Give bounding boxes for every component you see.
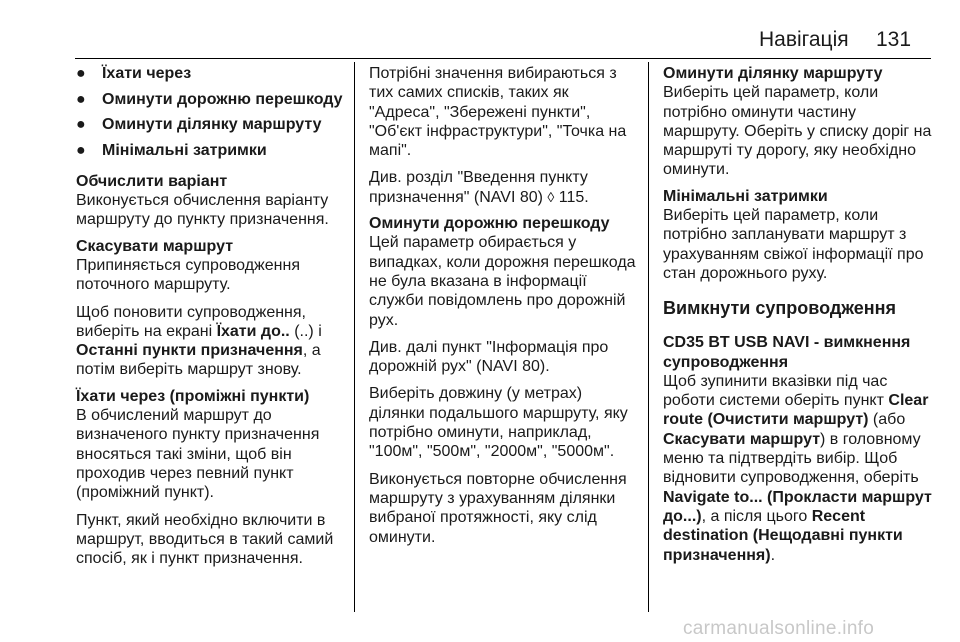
paragraph: Див. розділ "Введення пункту призначення" (NAVI 80) ◊ 115. bbox=[369, 169, 589, 206]
watermark: carmanualsonline.info bbox=[683, 618, 875, 639]
chapter-heading: Вимкнути супроводження bbox=[663, 298, 897, 319]
section-text: Щоб поновити супроводження, виберіть на екрані Їхати до.. (..) і Останні пункти призначення, а потім виберіть маршрут знову. bbox=[76, 303, 322, 379]
section-text: Щоб зупинити вказівки під час роботи системи оберіть пункт Clear route (Очистити маршрут) (або Скасувати маршрут) в головному меню та підтвердіть вибір. Щоб відновити супроводження, оберіть Navigate to... (Прокласти маршрут до...), а після цього Recent destination (Нещодавні пункти призначення). bbox=[663, 372, 932, 564]
section-heading: Обчислити варіант bbox=[76, 172, 228, 190]
section-text: Виконується повторне обчислення маршруту з урахуванням ділянки вибраної протяжності, яку слід оминути. bbox=[369, 470, 627, 546]
section-text: Припиняється супроводження поточного маршруту. bbox=[76, 256, 300, 294]
column-divider-2 bbox=[648, 62, 649, 612]
bullet-icon: ● bbox=[76, 116, 86, 134]
section-text: Цей параметр обирається у випадках, коли дорожня перешкода не була вказана в інформації служби повідомлень про дорожній рух. bbox=[369, 234, 636, 329]
section-text: Виберіть довжину (у метрах) ділянки подальшого маршруту, яку потрібно оминути, наприклад, "100м", "500м", "2000м", "5000м". bbox=[369, 385, 628, 461]
paragraph: Потрібні значення вибираються з тих самих списків, таких як "Адреса", "Збережені пункти", "Об'єкт інфраструктури", "Точка на мапі". bbox=[369, 65, 627, 160]
section-text: Виконується обчислення варіанту маршруту до пункту призначення. bbox=[76, 192, 329, 229]
section-cancel-route bbox=[76, 237, 348, 380]
page-reference-arrow-icon: ◊ bbox=[547, 188, 555, 205]
column-divider-1 bbox=[354, 62, 355, 612]
page-number: 131 bbox=[876, 28, 912, 51]
page-title: Навігація bbox=[759, 28, 849, 51]
page-header bbox=[0, 0, 960, 60]
section-text: Виберіть цей параметр, коли потрібно запланувати маршрут з урахуванням свіжої інформації про стан дорожнього руху. bbox=[663, 207, 924, 282]
section-minimal-delays bbox=[663, 187, 935, 283]
section-text: Пункт, який необхідно включити в маршрут, вводиться в такий самий спосіб, як і пункт призначення. bbox=[76, 511, 334, 568]
list-item: ● Їхати через bbox=[76, 65, 192, 82]
column-2 bbox=[369, 64, 641, 547]
section-heading: Скасувати маршрут bbox=[76, 237, 234, 255]
section-text: Див. далі пункт "Інформація про дорожній рух" (NAVI 80). bbox=[369, 338, 609, 376]
bullet-icon: ● bbox=[76, 142, 86, 160]
column-1 bbox=[76, 64, 348, 568]
section-via-waypoints bbox=[76, 387, 348, 569]
list-item: ● Оминути дорожню перешкоду bbox=[76, 90, 343, 108]
column-3 bbox=[663, 64, 935, 565]
section-heading: Оминути дорожню перешкоду bbox=[369, 215, 610, 233]
header-rule bbox=[75, 58, 931, 59]
bullet-list bbox=[76, 64, 348, 167]
section-calculate-alternative bbox=[76, 172, 348, 230]
section-heading: Оминути ділянку маршруту bbox=[663, 65, 883, 82]
section-avoid-route-part bbox=[663, 64, 935, 180]
section-text: Виберіть цей параметр, коли потрібно оминути частину маршруту. Оберіть у списку доріг на маршруті ту дорогу, яку необхідно оминути. bbox=[663, 84, 932, 179]
section-avoid-obstacle bbox=[369, 214, 641, 547]
section-heading: CD35 BT USB NAVI - вимкнення супроводження bbox=[663, 334, 911, 371]
section-cd35-disable-guidance bbox=[663, 333, 935, 565]
section-heading: Мінімальні затримки bbox=[663, 187, 828, 205]
list-item: ● Мінімальні затримки bbox=[76, 142, 267, 160]
bullet-icon: ● bbox=[76, 65, 86, 82]
section-heading: Їхати через (проміжні пункти) bbox=[76, 387, 310, 405]
list-item: ● Оминути ділянку маршруту bbox=[76, 116, 322, 134]
section-text: В обчислений маршрут до визначеного пункту призначення вносяться такі зміни, щоб він проходив через певний пункт (проміжний пункт). bbox=[76, 407, 320, 502]
bullet-icon: ● bbox=[76, 90, 86, 108]
